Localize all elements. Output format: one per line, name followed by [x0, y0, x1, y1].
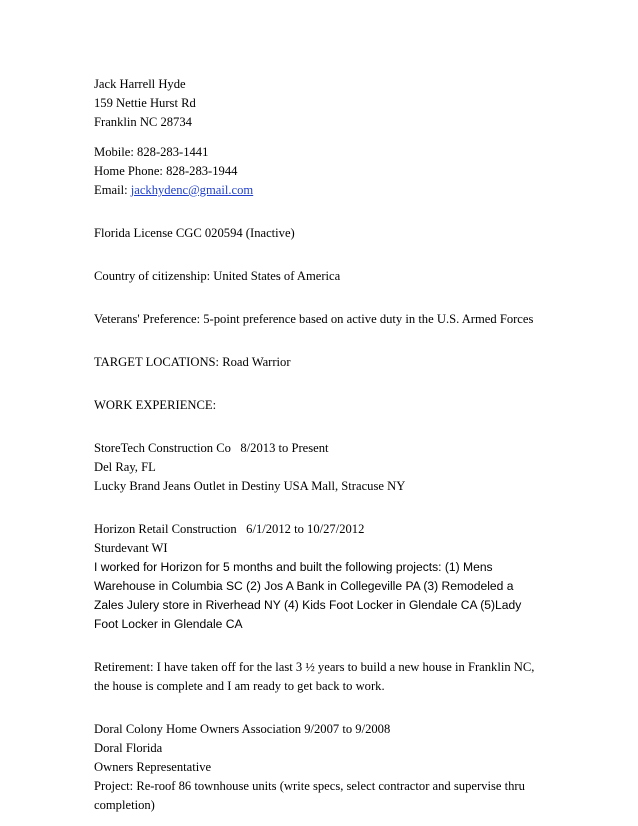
job-horizon: [94, 520, 574, 634]
license: Florida License CGC 020594 (Inactive): [94, 226, 295, 240]
job-location: Sturdevant WI: [94, 541, 168, 555]
address-line-2: Franklin NC 28734: [94, 115, 192, 129]
citizenship: Country of citizenship: United States of America: [94, 269, 341, 283]
mobile-number: 828-283-1441: [137, 145, 209, 159]
job-storetech: [94, 439, 574, 496]
job-detail: Lucky Brand Jeans Outlet in Destiny USA Mall, Stracuse NY: [94, 479, 406, 493]
job-header: Horizon Retail Construction 6/1/2012 to 10/27/2012: [94, 522, 365, 536]
email-line: Email: jackhydenc@gmail.com: [94, 183, 254, 197]
job-header: StoreTech Construction Co 8/2013 to Present: [94, 441, 329, 455]
mobile-line: Mobile: 828-283-1441: [94, 145, 209, 159]
work-experience-heading: WORK EXPERIENCE:: [94, 398, 217, 412]
job-title: Owners Representative: [94, 760, 212, 774]
job-header: Doral Colony Home Owners Association 9/2007 to 9/2008: [94, 722, 391, 736]
job-location: Del Ray, FL: [94, 460, 156, 474]
email-link[interactable]: jackhydenc@gmail.com: [130, 183, 254, 197]
job-doral: [94, 720, 574, 815]
job-project: Project: Re-roof 86 townhouse units (write specs, select contractor and supervise thru completion): [94, 779, 525, 812]
job-detail: I worked for Horizon for 5 months and built the following projects: (1) Mens Warehouse in Columbia SC (2) Jos A Bank in Collegeville PA (3) Remodeled a Zales Julery store in Riverhead NY (4) Kids Foot Locker in Glendale CA (5)Lady Foot Locker in Glendale CA: [94, 560, 522, 631]
job-location: Doral Florida: [94, 741, 163, 755]
target-locations: TARGET LOCATIONS: Road Warrior: [94, 355, 291, 369]
veterans-preference: Veterans' Preference: 5-point preference based on active duty in the U.S. Armed Forces: [94, 312, 534, 326]
resume-page: [94, 75, 574, 815]
name: Jack Harrell Hyde: [94, 77, 186, 91]
home-phone-line: Home Phone: 828-283-1944: [94, 164, 238, 178]
contact-block: [94, 75, 574, 200]
retirement-note: Retirement: I have taken off for the last 3 ½ years to build a new house in Franklin NC, the house is complete and I am ready to get back to work.: [94, 660, 535, 693]
home-phone-number: 828-283-1944: [166, 164, 238, 178]
address-line-1: 159 Nettie Hurst Rd: [94, 96, 196, 110]
